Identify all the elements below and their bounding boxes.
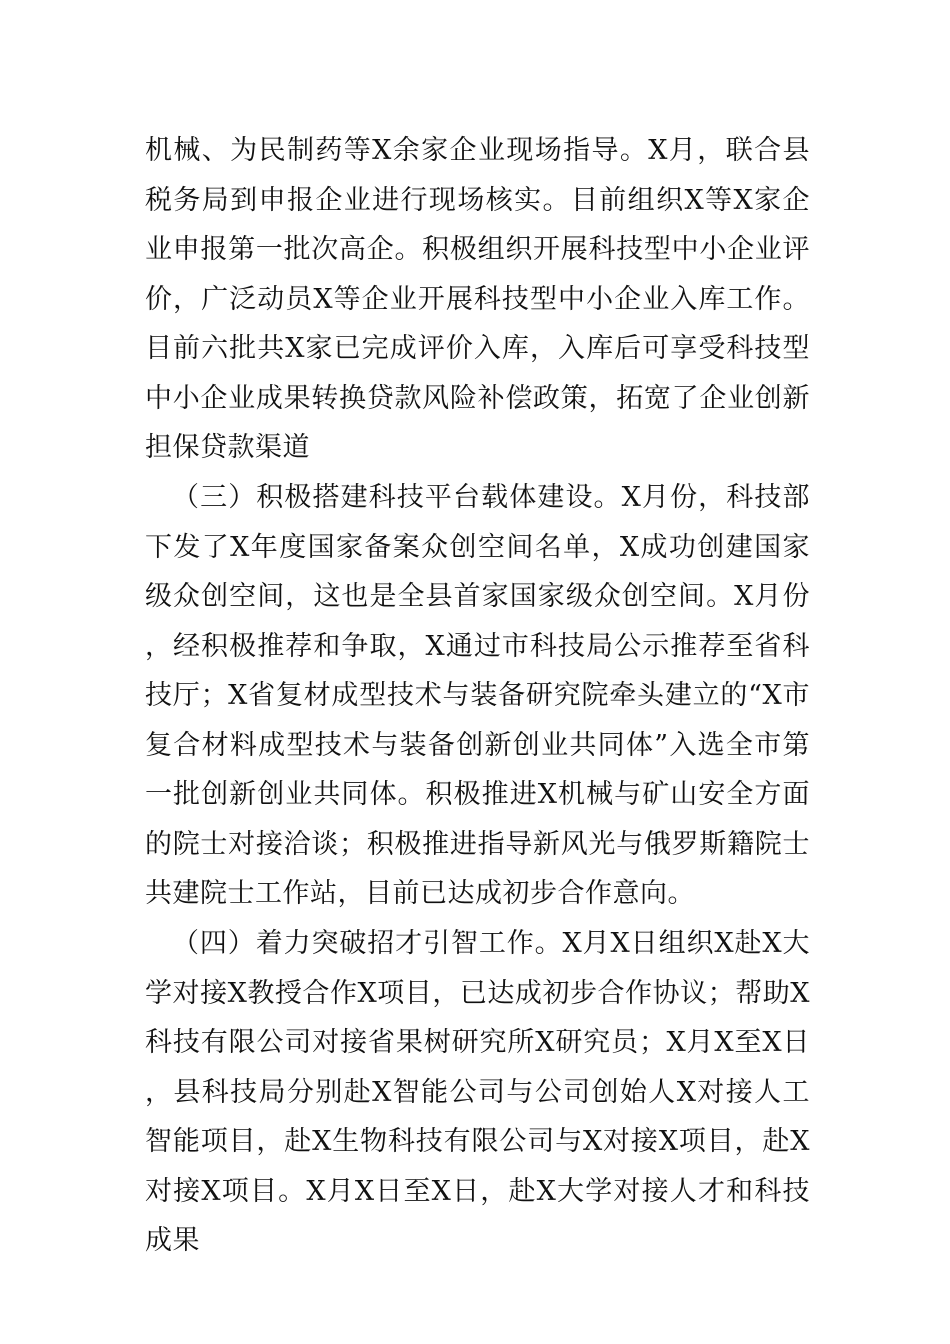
paragraph-enterprise-cultivation: 机械、为民制药等X余家企业现场指导。X月，联合县税务局到申报企业进行现场核实。目前组织X等X家企业申报第一批次高企。积极组织开展科技型中小企业评价，广泛动员X等企业开展科技型中小企业入库工作。目前六批共X家已完成评价入库，入库后可享受科技型中小企业成果转换贷款风险补偿政策，拓宽了企业创新担保贷款渠道 xyxy=(145,135,810,463)
paragraph-platform-building: （三）积极搭建科技平台载体建设。X月份，科技部下发了X年度国家备案众创空间名单，X成功创建国家级众创空间，这也是全县首家国家级众创空间。X月份，经积极推荐和争取，X通过市科技局公示推荐至省科技厅；X省复材成型技术与装备研究院牵头建立的“X市复合材料成型技术与装备创新创业共同体”入选全市第一批创新创业共同体。积极推进X机械与矿山安全方面的院士对接洽谈；积极推进指导新风光与俄罗斯籍院士共建院士工作站，目前已达成初步合作意向。 xyxy=(145,482,810,909)
paragraph-talent-recruitment: （四）着力突破招才引智工作。X月X日组织X赴X大学对接X教授合作X项目，已达成初步合作协议；帮助X科技有限公司对接省果树研究所X研究员；X月X至X日，县科技局分别赴X智能公司与公司创始人X对接人工智能项目，赴X生物科技有限公司与X对接X项目，赴X对接X项目。X月X日至X日，赴X大学对接人才和科技成果 xyxy=(145,928,810,1256)
